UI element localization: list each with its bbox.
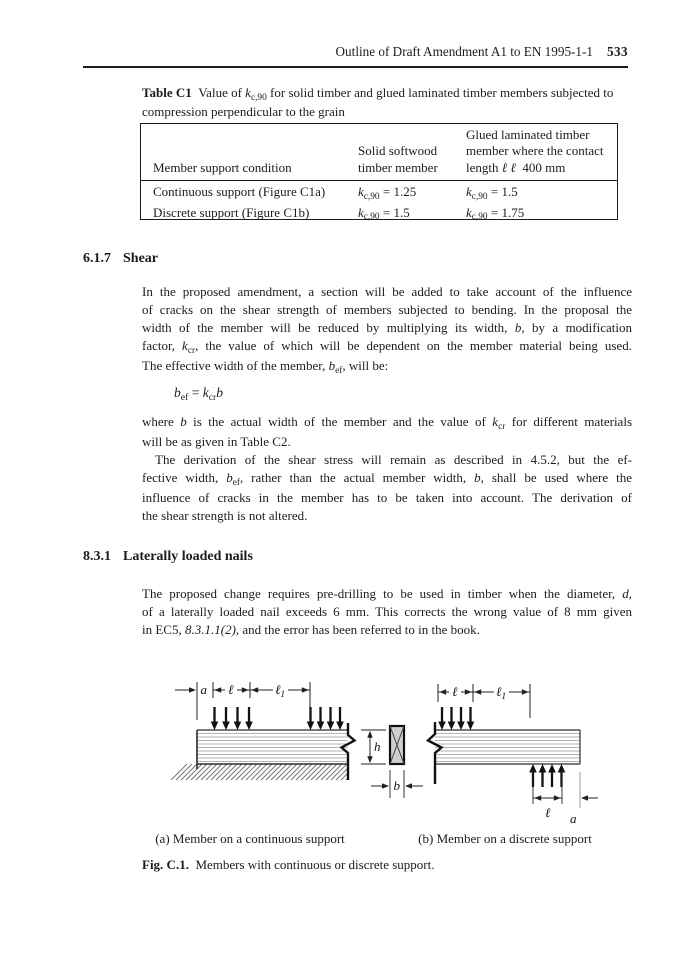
figure-caption xyxy=(142,857,624,873)
dim-label-a: a xyxy=(200,682,207,697)
table-body xyxy=(141,181,617,224)
table-header-row xyxy=(141,124,617,181)
section-title: Shear xyxy=(123,251,158,266)
dim-label-ell1: ℓ$_1$ xyxy=(275,682,286,700)
dimension-ell1 xyxy=(250,682,310,718)
cross-section xyxy=(361,726,423,798)
dim-label-ell: ℓ xyxy=(545,805,551,820)
paragraph-line: In the proposed amendment, a section will be added to take account of the influence xyxy=(142,284,632,299)
cell-condition: Continuous support (Figure C1a) xyxy=(153,184,326,199)
paragraph-nails xyxy=(142,585,632,639)
equation-bef: bef = kcrb xyxy=(174,385,223,403)
dim-label-b: b xyxy=(393,778,400,793)
running-head-title: Outline of Draft Amendment A1 to EN 1995-1-1 xyxy=(335,44,594,59)
figure-caption-label: Fig. C.1. xyxy=(142,857,189,872)
dim-label-h: h xyxy=(374,739,381,754)
paragraph-line: factor, kcr, the value of which will be dependent on the member material being used. xyxy=(142,338,632,356)
header-rule xyxy=(83,66,628,68)
dimension-a xyxy=(175,682,213,720)
paragraph-line: The effective width of the member, bef, will be: xyxy=(142,358,389,376)
table-c1-caption: Table C1 Value of kc,90 for solid timber and glued laminated timber members subjected to compression perpendicular to the grain xyxy=(142,85,614,119)
load-arrows-down-right xyxy=(307,707,344,730)
section-number: 6.1.7 xyxy=(83,251,111,266)
section-number: 8.3.1 xyxy=(83,549,111,564)
support-reaction-arrows-up xyxy=(529,764,565,787)
paragraph-line: The derivation of the shear stress will remain as described in 4.5.2, but the ef- xyxy=(155,452,632,468)
paragraph-line: in EC5, 8.3.1.1(2), and the error has been referred to in the book. xyxy=(142,622,480,638)
beam-a xyxy=(197,723,355,780)
beam-b xyxy=(428,722,580,784)
dimension-ell-b xyxy=(438,684,473,702)
col-header-member-support-condition: Member support condition xyxy=(153,159,292,175)
cell-solid-value: kc,90 = 1.5 xyxy=(358,204,410,223)
paragraph-line: fective width, bef, rather than the actual member width, b, shall be used where the xyxy=(142,470,633,488)
col-header-glued-laminated: Glued laminated timber member where the contact length ℓ ℓ 400 mm xyxy=(466,126,604,175)
dimension-ell xyxy=(213,682,250,698)
figure-caption-text: Members with continuous or discrete support. xyxy=(188,857,435,872)
paragraph-line: The proposed change requires pre-drilling to be used in timber when the diameter, d, xyxy=(142,586,632,601)
dim-label-ell1: ℓ$_1$ xyxy=(496,684,507,702)
paragraph-line: width of the member will be reduced by multiplying its width, b, by a modification xyxy=(142,320,632,336)
cell-condition: Discrete support (Figure C1b) xyxy=(153,204,310,220)
subcaption-a: (a) Member on a continuous support xyxy=(155,831,345,846)
dimension-b xyxy=(371,770,423,798)
section-heading-831 xyxy=(83,549,253,565)
paragraph-line: of a laterally loaded nail exceeds 6 mm. This corrects the wrong value of 8 mm given xyxy=(142,604,632,620)
paragraph-line: will be as given in Table C2. xyxy=(142,434,291,450)
dim-label-a: a xyxy=(570,811,577,826)
table-row-discrete-support xyxy=(153,204,617,225)
running-head xyxy=(83,44,628,60)
page-number: 533 xyxy=(607,44,628,59)
beam-break-symbol xyxy=(342,723,355,780)
cell-glulam-value: kc,90 = 1.75 xyxy=(466,204,525,223)
beam-break-symbol xyxy=(428,722,442,784)
diagram-b-discrete-support xyxy=(428,684,598,826)
diagram-a-continuous-support xyxy=(175,682,355,780)
paragraph-shear-1 xyxy=(142,283,632,377)
section-heading-617 xyxy=(83,251,158,267)
load-arrows-down xyxy=(438,707,474,730)
paragraph-line: of cracks on the shear strength of members subjected to bending. In the proposal the xyxy=(142,302,632,318)
subcaption-b: (b) Member on a discrete support xyxy=(418,831,592,846)
col-header-solid-softwood: Solid softwood timber member xyxy=(358,143,438,175)
dimension-h xyxy=(361,730,386,764)
figure-c1-drawing xyxy=(75,676,635,828)
table-c1 xyxy=(140,123,618,223)
paragraph-line: where b is the actual width of the member and the value of kcr for different materials xyxy=(142,414,633,432)
paragraph-line: influence of cracks in the member has to be taken into account. The derivation of xyxy=(142,490,632,506)
load-arrows-down-left xyxy=(211,707,253,730)
dimension-ell1-b xyxy=(473,684,530,718)
paragraph-line: the shear strength is not altered. xyxy=(142,508,308,524)
cell-glulam-value: kc,90 = 1.5 xyxy=(466,184,518,202)
cell-solid-value: kc,90 = 1.25 xyxy=(358,184,417,202)
dimension-ell-bottom xyxy=(533,770,562,820)
dimension-a-bottom xyxy=(570,772,598,826)
dim-label-ell: ℓ xyxy=(452,684,458,699)
beam-lamination-lines xyxy=(197,734,580,762)
dim-label-ell: ℓ xyxy=(228,682,234,697)
section-title: Laterally loaded nails xyxy=(123,549,253,564)
table-row-continuous-support xyxy=(153,183,617,204)
paragraph-shear-2 xyxy=(142,413,632,526)
